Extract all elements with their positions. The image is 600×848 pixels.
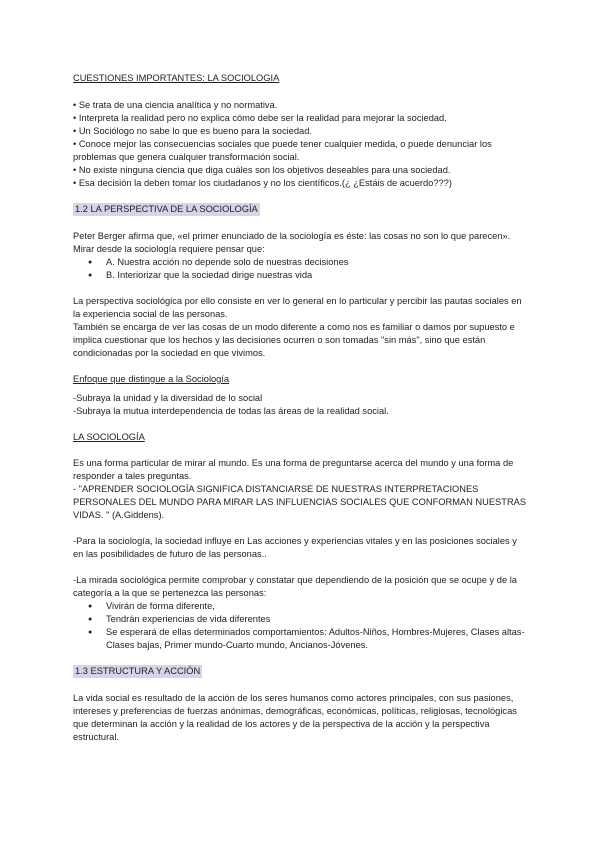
perspective-paragraph-2: También se encarga de ver las cosas de un modo diferente a como nos es familiar o damos por supuesto e implica cuestionar que los hechos y las decisiones ocurren o son tomadas "sin más", sino que están condicionadas por la sociedad en que vivimos.: [73, 322, 515, 358]
section-heading-1-2: 1.2 LA PERSPECTIVA DE LA SOCIOLOGÍA: [75, 204, 258, 214]
intro-point: • Se trata de una ciencia analítica y no normativa.: [73, 100, 278, 110]
sociologia-bullets: [73, 600, 528, 652]
list-item: ● Vivirán de forma diferente,: [106, 600, 528, 613]
intro-list: [73, 99, 528, 190]
giddens-quote: - "APRENDER SOCIOLOGÍA SIGNIFICA DISTANCIARSE DE NUESTRAS INTERPRETACIONES PERSONALES DEL MUNDO PARA MIRAR LAS INFLUENCIAS SOCIALES QUE CONFORMAN NUESTRAS VIDAS. " (A.Giddens).: [73, 484, 527, 520]
list-item: -Subraya la mutua interdependencia de todas las áreas de la realidad social.: [73, 406, 389, 416]
list-item: ● Tendrán experiencias de vida diferentes: [106, 613, 528, 626]
document-page: [73, 72, 528, 744]
sociologia-heading: LA SOCIOLOGÍA: [73, 432, 145, 442]
list-item: ● Se esperará de ellas determinados comportamientos: Adultos-Niños, Hombres-Mujeres, Clases altas-Clases bajas, Primer mundo-Cuarto mundo, Ancianos-Jóvenes.: [106, 626, 528, 652]
sociologia-paragraph-2: -Para la sociología, la sociedad influye en Las acciones y experiencias vitales y en las posiciones sociales y en las posibilidades de futuro de las personas..: [73, 536, 517, 559]
intro-point: • No existe ninguna ciencia que diga cuáles son los objetivos deseables para una sociedad.: [73, 165, 451, 175]
perspective-paragraph: La perspectiva sociológica por ello consiste en ver lo general en lo particular y percibir las pautas sociales en la experiencia social de las personas.: [73, 296, 522, 319]
enfoque-heading: Enfoque que distingue a la Sociología: [73, 374, 230, 384]
sociologia-paragraph-3: -La mirada sociológica permite comprobar y constatar que dependiendo de la posición que se ocupe y de la categoría a la que se pertenezca las personas:: [73, 575, 517, 598]
list-item: -Subraya la unidad y la diversidad de lo social: [73, 393, 263, 403]
list-item: ● A. Nuestra acción no depende solo de nuestras decisiones: [106, 256, 528, 269]
section-heading-1-3: 1.3 ESTRUCTURA Y ACCIÓN: [75, 666, 201, 676]
list-item: ● B. Interiorizar que la sociedad dirige nuestras vida: [106, 269, 528, 282]
perspective-bullets: [73, 256, 528, 282]
sociologia-paragraph: Es una forma particular de mirar al mundo. Es una forma de preguntarse acerca del mundo y una forma de responder a tales preguntas.: [73, 458, 514, 481]
intro-point: • Un Sociólogo no sabe lo que es bueno para la sociedad.: [73, 126, 312, 136]
berger-paragraph: Peter Berger afirma que, «el primer enunciado de la sociología es éste: las cosas no son lo que parecen». Mirar desde la sociología requiere pensar que:: [73, 231, 511, 254]
estructura-paragraph: La vida social es resultado de la acción de los seres humanos como actores principales, con sus pasiones, intereses y preferencias de fuerzas anónimas, demográficas, económicas, políticas, religiosas, tecnológicas que determinan la acción y la realidad de los actores y de la perspectiva de la acción y la perspectiva estructural.: [73, 693, 517, 742]
document-title: CUESTIONES IMPORTANTES: LA SOCIOLOGIA: [73, 73, 280, 83]
intro-point: • Conoce mejor las consecuencias sociales que puede tener cualquier medida, o puede denunciar los problemas que genera cualquier transformación social.: [73, 139, 492, 162]
intro-point: • Interpreta la realidad pero no explica cómo debe ser la realidad para mejorar la sociedad.: [73, 113, 447, 123]
intro-point: • Esa decisión la deben tomar los ciudadanos y no los científicos.(¿ ¿Estáis de acuerdo???): [73, 178, 452, 188]
